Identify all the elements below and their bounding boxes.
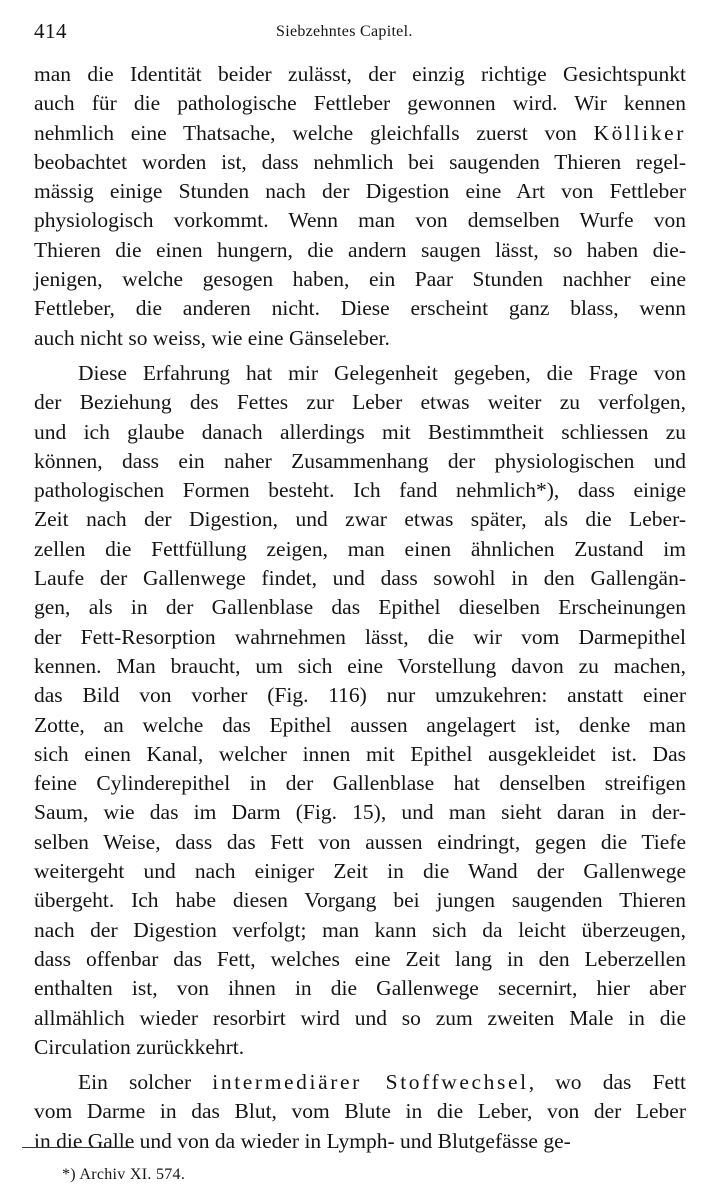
text-run: Diese Erfahrung hat mir Gelegenheit gegeben, die Frage von bbox=[78, 360, 686, 385]
text-line bbox=[34, 886, 686, 915]
text-line bbox=[34, 418, 686, 447]
text-line bbox=[34, 740, 686, 769]
text-line bbox=[34, 359, 686, 388]
text-line bbox=[34, 916, 686, 945]
text-run: Zeit nach der Digestion, und zwar etwas später, als die Leber- bbox=[34, 507, 686, 532]
text-run: dass offenbar das Fett, welches eine Zeit lang in den Leberzellen bbox=[34, 946, 686, 971]
text-run: vom Darme in das Blut, vom Blute in die Leber, von der Leber bbox=[34, 1099, 686, 1124]
text-line bbox=[34, 798, 686, 827]
text-line bbox=[34, 857, 686, 886]
footnote-rule bbox=[22, 1147, 134, 1148]
text-run: auch für die pathologische Fettleber gewonnen wird. Wir kennen bbox=[34, 91, 686, 116]
text-run: übergeht. Ich habe diesen Vorgang bei jungen saugenden Thieren bbox=[34, 888, 686, 913]
text-line bbox=[34, 324, 686, 353]
text-line bbox=[34, 974, 686, 1003]
text-run: nehmlich eine Thatsache, welche gleichfalls zuerst von bbox=[34, 120, 594, 145]
text-run: in die Galle und von da wieder in Lymph- und Blutgefässe ge- bbox=[34, 1128, 571, 1153]
text-run: man die Identität beider zulässt, der einzig richtige Gesichtspunkt bbox=[34, 62, 686, 86]
text-line bbox=[34, 505, 686, 534]
text-line bbox=[34, 945, 686, 974]
text-run: mässig einige Stunden nach der Digestion eine Art von Fettleber bbox=[34, 179, 686, 204]
text-run: das Bild von vorher (Fig. 116) nur umzukehren: anstatt einer bbox=[34, 683, 686, 708]
text-line bbox=[34, 623, 686, 652]
text-run: und ich glaube danach allerdings mit Bestimmtheit schliessen zu bbox=[34, 419, 686, 444]
text-run: können, dass ein naher Zusammenhang der physiologischen und bbox=[34, 448, 686, 473]
spaced-emphasis: intermediärer Stoffwechsel bbox=[212, 1070, 529, 1095]
text-run: enthalten ist, von ihnen in die Gallenwege secernirt, hier aber bbox=[34, 976, 686, 1001]
text-run: sich einen Kanal, welcher innen mit Epithel ausgekleidet ist. Das bbox=[34, 741, 686, 766]
text-run: zellen die Fettfüllung zeigen, man einen ähnlichen Zustand im bbox=[34, 536, 686, 561]
text-line bbox=[34, 236, 686, 265]
footnote: *) Archiv XI. 574. bbox=[62, 1166, 186, 1183]
text-line bbox=[34, 119, 686, 148]
text-run: pathologischen Formen besteht. Ich fand nehmlich*), dass einige bbox=[34, 478, 686, 503]
body-text bbox=[34, 60, 686, 1156]
text-run: der Fett-Resorption wahrnehmen lässt, die wir vom Darmepithel bbox=[34, 624, 686, 649]
text-run: Thieren die einen hungern, die andern saugen lässt, so haben die- bbox=[34, 237, 686, 262]
text-run: nach der Digestion verfolgt; man kann sich da leicht überzeugen, bbox=[34, 917, 686, 942]
text-line bbox=[34, 1127, 686, 1156]
page-number: 414 bbox=[34, 19, 67, 43]
text-line bbox=[34, 206, 686, 235]
text-run: Zotte, an welche das Epithel aussen angelagert ist, denke man bbox=[34, 712, 686, 737]
text-run: feine Cylinderepithel in der Gallenblase hat denselben streifigen bbox=[34, 771, 686, 796]
text-run: selben Weise, dass das Fett von aussen eindringt, gegen die Tiefe bbox=[34, 829, 686, 854]
text-run: jenigen, welche gesogen haben, ein Paar Stunden nachher eine bbox=[34, 267, 686, 292]
text-line bbox=[34, 265, 686, 294]
text-run: Saum, wie das im Darm (Fig. 15), und man sieht daran in der- bbox=[34, 800, 686, 825]
text-line bbox=[34, 593, 686, 622]
text-line bbox=[34, 1068, 686, 1097]
text-run: kennen. Man braucht, um sich eine Vorstellung davon zu machen, bbox=[34, 653, 686, 678]
text-run: , wo das Fett bbox=[528, 1070, 686, 1095]
text-run: Laufe der Gallenwege findet, und dass sowohl in den Gallengän- bbox=[34, 566, 686, 591]
text-run: der Beziehung des Fettes zur Leber etwas weiter zu verfolgen, bbox=[34, 390, 686, 415]
running-head: Siebzehntes Capitel. bbox=[276, 23, 413, 40]
spaced-emphasis: Kölliker bbox=[593, 120, 686, 145]
page-header bbox=[34, 16, 686, 46]
text-line bbox=[34, 1033, 686, 1062]
text-line bbox=[34, 148, 686, 177]
text-run: Ein solcher bbox=[78, 1070, 213, 1095]
text-line bbox=[34, 681, 686, 710]
text-line bbox=[34, 828, 686, 857]
text-line bbox=[34, 294, 686, 323]
text-line bbox=[34, 564, 686, 593]
text-line bbox=[34, 535, 686, 564]
text-run: weitergeht und nach einiger Zeit in die Wand der Gallenwege bbox=[34, 859, 686, 884]
text-line bbox=[34, 177, 686, 206]
text-run: gen, als in der Gallenblase das Epithel dieselben Erscheinungen bbox=[34, 595, 686, 620]
text-run: beobachtet worden ist, dass nehmlich bei saugenden Thieren regel- bbox=[34, 149, 686, 174]
text-run: Circulation zurückkehrt. bbox=[34, 1034, 245, 1059]
text-line bbox=[34, 447, 686, 476]
text-line bbox=[34, 388, 686, 417]
text-line bbox=[34, 652, 686, 681]
text-line bbox=[34, 1004, 686, 1033]
text-run: allmählich wieder resorbirt wird und so zum zweiten Male in die bbox=[34, 1005, 686, 1030]
text-run: Fettleber, die anderen nicht. Diese erscheint ganz blass, wenn bbox=[34, 296, 686, 321]
text-line bbox=[34, 711, 686, 740]
text-line bbox=[34, 60, 686, 89]
text-line bbox=[34, 89, 686, 118]
text-line bbox=[34, 476, 686, 505]
text-run: physiologisch vorkommt. Wenn man von demselben Wurfe von bbox=[34, 208, 686, 233]
text-run: auch nicht so weiss, wie eine Gänseleber. bbox=[34, 325, 390, 350]
text-line bbox=[34, 1097, 686, 1126]
text-line bbox=[34, 769, 686, 798]
